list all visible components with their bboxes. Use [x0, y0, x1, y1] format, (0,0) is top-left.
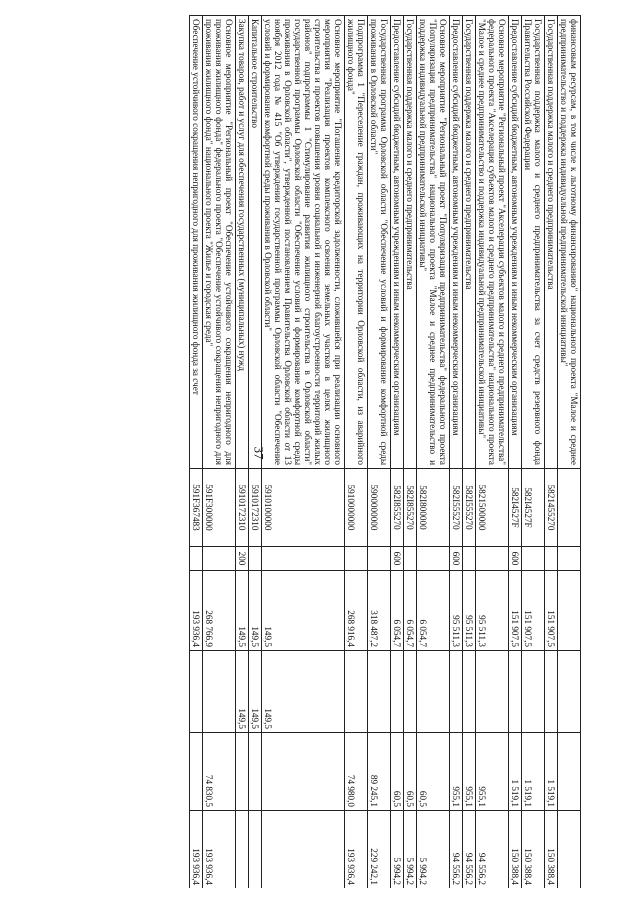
row-vr-cell — [190, 547, 203, 571]
row-sum3-cell — [262, 733, 345, 811]
row-sum1-cell: 6 054,7 — [417, 571, 450, 651]
table-row — [558, 16, 581, 889]
row-name-cell: Основное мероприятие "Погашение кредиторской задолженности, сложившейся при реализации основного мероприятия "Реализация проектов комплексного освоения земельных участков в целях жилищного строительства и проектов повышения уровня социальной и инженерной благоустроенности территорий жилых районов" подпрограммы 1 "Стимулирование развития жилищного строительства в Орловской области" государственной программы Орловской области "Обеспечение условий и формирование комфортной среды проживания в Орловской области", утвержденной постановлением Правительства Орловской области от 13 ноября 2012 года № 415 "Об утверждении государственной программы Орловской области "Обеспечение условий и формирование комфортной среды проживания в Орловской области" — [262, 16, 345, 469]
row-sum1-cell: 318 487,2 — [368, 571, 391, 651]
row-sum2-cell — [509, 651, 522, 733]
row-sum2-cell — [404, 651, 417, 733]
row-sum2-cell: 149,5 — [249, 651, 262, 733]
row-sum3-cell: 955,1 — [476, 733, 509, 811]
row-code-cell: 582I4527F — [509, 469, 522, 547]
row-name-cell: Государственная поддержка малого и среднего предпринимательства за счет средств резервного фонда Правительства Российской Федерации — [522, 16, 545, 469]
row-name-cell: Основное мероприятие "Региональный проект "Обеспечение устойчивого сокращения непригодного для проживания жилищного фонда" федерального проекта "Обеспечение устойчивого сокращения непригодного для проживания жилищного фонда" национального проекта "Жилье и городская среда" — [203, 16, 236, 469]
row-sum2-cell: 149,5 — [262, 651, 345, 733]
row-sum2-cell: 149,5 — [236, 651, 249, 733]
row-total-cell: 94 556,2 — [450, 811, 463, 889]
document-page — [62, 15, 581, 888]
table-row — [391, 16, 404, 889]
row-name-cell: Предоставление субсидий бюджетным, автономным учреждениям и иным некоммерческим организациям — [450, 16, 463, 469]
row-name-cell: Государственная поддержка малого и среднего предпринимательства — [404, 16, 417, 469]
row-code-cell: 582I800000 — [417, 469, 450, 547]
row-sum3-cell: 74 830,5 — [203, 733, 236, 811]
page-number: 37 — [251, 446, 267, 460]
row-sum3-cell: 60,5 — [404, 733, 417, 811]
row-code-cell: 5910000000 — [345, 469, 368, 547]
row-sum2-cell — [450, 651, 463, 733]
budget-table-body — [190, 16, 581, 889]
row-sum2-cell — [476, 651, 509, 733]
row-total-cell — [236, 811, 249, 889]
table-row — [417, 16, 450, 889]
rotated-table-wrapper — [62, 15, 581, 888]
row-code-cell: 5910172310 — [236, 469, 249, 547]
row-code-cell: 5910100000 — [262, 469, 345, 547]
row-total-cell: 150 388,4 — [509, 811, 522, 889]
row-total-cell — [249, 811, 262, 889]
budget-table — [189, 15, 581, 888]
row-vr-cell — [417, 547, 450, 571]
row-sum3-cell — [190, 733, 203, 811]
row-total-cell: 193 936,4 — [345, 811, 368, 889]
row-sum1-cell: 6 054,7 — [391, 571, 404, 651]
row-sum1-cell: 95 511,3 — [476, 571, 509, 651]
row-sum2-cell — [417, 651, 450, 733]
row-code-cell: 5821455270 — [545, 469, 558, 547]
row-total-cell: 193 936,4 — [190, 811, 203, 889]
table-row — [404, 16, 417, 889]
row-name-cell: Государственная поддержка малого и среднего предпринимательства — [545, 16, 558, 469]
row-sum1-cell — [558, 571, 581, 651]
row-vr-cell — [522, 547, 545, 571]
row-name-cell: Основное мероприятие "Региональный проект "Акселерация субъектов малого и среднего предпринимательства" федерального проекта "Акселерация субъектов малого и среднего предпринимательства" национального проекта "Малое и среднее предпринимательство и поддержка индивидуальной предпринимательской инициативы" — [476, 16, 509, 469]
row-sum3-cell: 60,5 — [417, 733, 450, 811]
table-row — [262, 16, 345, 889]
row-vr-cell — [203, 547, 236, 571]
row-vr-cell: 600 — [450, 547, 463, 571]
row-total-cell: 94 556,2 — [476, 811, 509, 889]
table-row — [476, 16, 509, 889]
table-row — [522, 16, 545, 889]
row-sum1-cell: 6 054,7 — [404, 571, 417, 651]
row-code-cell: 5821500000 — [476, 469, 509, 547]
row-sum3-cell: 1 519,1 — [522, 733, 545, 811]
row-total-cell: 94 556,2 — [463, 811, 476, 889]
table-row — [450, 16, 463, 889]
row-vr-cell: 600 — [509, 547, 522, 571]
row-sum3-cell: 955,1 — [463, 733, 476, 811]
row-sum3-cell — [558, 733, 581, 811]
row-name-cell: Капитальное строительство — [249, 16, 262, 469]
row-name-cell: Закупка товаров, работ и услуг для обеспечения государственных (муниципальных) нужд — [236, 16, 249, 469]
row-sum2-cell — [345, 651, 368, 733]
table-row — [509, 16, 522, 889]
row-vr-cell — [345, 547, 368, 571]
row-code-cell: 582I855270 — [404, 469, 417, 547]
table-row — [345, 16, 368, 889]
table-row — [249, 16, 262, 889]
row-code-cell: 582I855270 — [391, 469, 404, 547]
table-row — [190, 16, 203, 889]
row-sum1-cell: 95 511,3 — [450, 571, 463, 651]
row-vr-cell — [558, 547, 581, 571]
row-code-cell: 5900000000 — [368, 469, 391, 547]
row-code-cell: 591F300000 — [203, 469, 236, 547]
row-sum1-cell: 268 916,4 — [345, 571, 368, 651]
row-sum3-cell: 1 519,1 — [545, 733, 558, 811]
row-sum3-cell: 1 519,1 — [509, 733, 522, 811]
row-sum3-cell: 89 245,1 — [368, 733, 391, 811]
row-sum2-cell — [545, 651, 558, 733]
row-vr-cell — [262, 547, 345, 571]
row-vr-cell — [368, 547, 391, 571]
row-vr-cell — [545, 547, 558, 571]
row-sum2-cell — [558, 651, 581, 733]
row-sum3-cell: 74 980,0 — [345, 733, 368, 811]
row-total-cell — [262, 811, 345, 889]
row-total-cell — [558, 811, 581, 889]
table-row — [368, 16, 391, 889]
row-sum2-cell — [463, 651, 476, 733]
row-name-cell: Подпрограмма 1 "Переселение граждан, проживающих на территории Орловской области, из аварийного жилищного фонда" — [345, 16, 368, 469]
row-sum1-cell: 151 907,5 — [545, 571, 558, 651]
row-vr-cell — [476, 547, 509, 571]
row-name-cell: финансовым ресурсам, в том числе к льготному финансированию" национального проекта "Малое и среднее предпринимательство и поддержка индивидуальной предпринимательской инициативы" — [558, 16, 581, 469]
row-vr-cell — [463, 547, 476, 571]
row-sum2-cell — [203, 651, 236, 733]
row-total-cell: 5 994,2 — [404, 811, 417, 889]
row-total-cell: 5 994,2 — [391, 811, 404, 889]
row-sum1-cell: 149,5 — [236, 571, 249, 651]
row-sum2-cell — [522, 651, 545, 733]
row-sum3-cell — [249, 733, 262, 811]
table-row — [545, 16, 558, 889]
row-name-cell: Государственная программа Орловской области "Обеспечение условий и формирование комфортной среды проживания в Орловской области" — [368, 16, 391, 469]
row-sum2-cell — [190, 651, 203, 733]
row-code-cell: 5910172310 — [249, 469, 262, 547]
row-code-cell — [558, 469, 581, 547]
table-row — [203, 16, 236, 889]
row-name-cell: Государственная поддержка малого и среднего предпринимательства — [463, 16, 476, 469]
row-total-cell: 229 242,1 — [368, 811, 391, 889]
row-vr-cell: 600 — [391, 547, 404, 571]
row-name-cell: Обеспечение устойчивого сокращения непригодного для проживания жилищного фонда за счет — [190, 16, 203, 469]
row-sum1-cell: 151 907,5 — [509, 571, 522, 651]
row-sum1-cell: 151 907,5 — [522, 571, 545, 651]
row-sum3-cell: 60,5 — [391, 733, 404, 811]
row-code-cell: 591F367483 — [190, 469, 203, 547]
row-vr-cell: 200 — [236, 547, 249, 571]
row-vr-cell — [249, 547, 262, 571]
row-vr-cell — [404, 547, 417, 571]
table-row — [236, 16, 249, 889]
row-total-cell: 150 388,4 — [545, 811, 558, 889]
row-name-cell: Предоставление субсидий бюджетным, автономным учреждениям и иным некоммерческим организациям — [509, 16, 522, 469]
row-code-cell: 582I4527F — [522, 469, 545, 547]
row-sum3-cell — [236, 733, 249, 811]
row-total-cell: 150 388,4 — [522, 811, 545, 889]
row-total-cell: 5 994,2 — [417, 811, 450, 889]
row-sum2-cell — [368, 651, 391, 733]
row-sum1-cell: 193 936,4 — [190, 571, 203, 651]
row-code-cell: 582I555270 — [463, 469, 476, 547]
row-name-cell: Основное мероприятие "Региональный проект "Популяризация предпринимательства" федерального проекта "Популяризация предпринимательства" национального проекта "Малое и среднее предпринимательство и поддержка индивидуальной предпринимательской инициативы" — [417, 16, 450, 469]
row-sum3-cell: 955,1 — [450, 733, 463, 811]
row-name-cell: Предоставление субсидий бюджетным, автономным учреждениям и иным некоммерческим организациям — [391, 16, 404, 469]
row-sum1-cell: 149,5 — [262, 571, 345, 651]
row-total-cell: 193 936,4 — [203, 811, 236, 889]
table-row — [463, 16, 476, 889]
row-sum1-cell: 149,5 — [249, 571, 262, 651]
row-sum2-cell — [391, 651, 404, 733]
row-sum1-cell: 95 511,3 — [463, 571, 476, 651]
row-sum1-cell: 268 766,9 — [203, 571, 236, 651]
row-code-cell: 582I555270 — [450, 469, 463, 547]
